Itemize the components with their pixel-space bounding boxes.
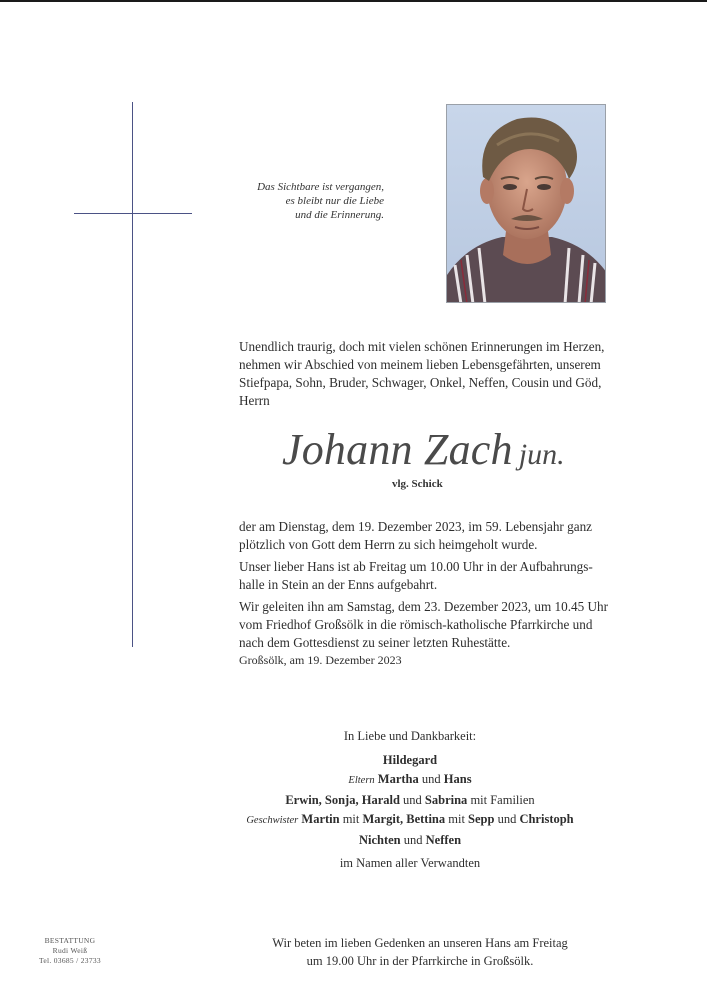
prayer-line: um 19.00 Uhr in der Pfarrkirche in Großsölk. xyxy=(306,954,534,968)
sibling-name: Martin xyxy=(301,812,340,826)
body-line: Unser lieber Hans ist ab Freitag um 10.00 Uhr in der Aufbahrungs- xyxy=(239,559,593,574)
mourner-partner xyxy=(230,751,590,771)
intro-text xyxy=(239,338,619,410)
mourner-parents xyxy=(230,770,590,791)
body-line: halle in Stein an der Enns aufgebahrt. xyxy=(239,577,438,592)
paragraph-burial xyxy=(239,598,619,652)
body-line: der am Dienstag, dem 19. Dezember 2023, im 59. Lebensjahr ganz xyxy=(239,519,593,534)
cross-vertical-bar xyxy=(132,102,133,647)
intro-line: Herrn xyxy=(239,393,270,408)
memorial-quote xyxy=(232,180,384,222)
conjunction: und xyxy=(497,812,517,826)
conjunction: und xyxy=(403,792,422,807)
conjunction: und xyxy=(403,832,423,847)
all-relatives: im Namen aller Verwandten xyxy=(339,856,481,870)
quote-line: und die Erinnerung. xyxy=(295,209,384,221)
partner-name: Hildegard xyxy=(382,752,438,767)
sibling-name: Sepp xyxy=(468,812,495,826)
funeral-home-title: BESTATTUNG xyxy=(44,936,96,945)
parent-name: Martha xyxy=(377,772,419,786)
prayer-notice xyxy=(240,934,600,970)
conjunction: mit xyxy=(448,812,465,826)
quote-line: Das Sichtbare ist vergangen, xyxy=(257,181,384,193)
nephews-label: Neffen xyxy=(425,832,462,847)
child-name: Sabrina xyxy=(424,792,468,807)
sibling-names: Margit, Bettina xyxy=(362,812,446,826)
children-names: Erwin, Sonja, Harald xyxy=(285,792,400,807)
conjunction: und xyxy=(421,772,441,786)
siblings-label: Geschwister xyxy=(246,815,299,826)
intro-line: Stiefpapa, Sohn, Bruder, Schwager, Onkel, Neffen, Cousin und Göd, xyxy=(239,375,602,390)
cross-horizontal-bar xyxy=(74,213,192,214)
paragraph-death xyxy=(239,518,619,554)
conjunction: mit xyxy=(342,812,360,826)
body-line: plötzlich von Gott dem Herrn zu sich heimgeholt wurde. xyxy=(239,537,538,552)
body-line: nach dem Gottesdienst zu seiner letzten Ruhestätte. xyxy=(239,635,511,650)
intro-line: Unendlich traurig, doch mit vielen schönen Erinnerungen im Herzen, xyxy=(239,339,605,354)
intro-line: nehmen wir Abschied von meinem lieben Lebensgefährten, unserem xyxy=(239,357,601,372)
portrait-photo-icon xyxy=(447,105,606,303)
quote-line: es bleibt nur die Liebe xyxy=(285,195,384,207)
children-suffix: mit Familien xyxy=(470,792,535,807)
portrait-photo xyxy=(446,104,606,303)
prayer-line: Wir beten im lieben Gedenken an unseren Hans am Freitag xyxy=(272,936,568,950)
place-and-date: Großsölk, am 19. Dezember 2023 xyxy=(239,653,402,667)
parents-label: Eltern xyxy=(348,775,375,786)
deceased-alias: vlg. Schick xyxy=(392,478,443,490)
nieces-label: Nichten xyxy=(358,832,401,847)
mourners-list xyxy=(230,727,590,874)
funeral-home-phone: Tel. 03685 / 23733 xyxy=(39,956,101,965)
body-line: Wir geleiten ihn am Samstag, dem 23. Dezember 2023, um 10.45 Uhr xyxy=(239,599,608,614)
mourner-children xyxy=(230,791,590,811)
mourners-intro: In Liebe und Dankbarkeit: xyxy=(343,729,477,743)
body-line: vom Friedhof Großsölk in die römisch-katholische Pfarrkirche und xyxy=(239,617,593,632)
mourner-nieces-nephews xyxy=(230,831,590,851)
deceased-full-name: Johann Zach xyxy=(282,425,513,474)
funeral-home-stamp xyxy=(20,936,120,966)
funeral-home-owner: Rudi Weiß xyxy=(52,946,88,955)
mourner-siblings xyxy=(230,810,590,831)
paragraph-viewing xyxy=(239,558,619,594)
death-notice-text xyxy=(239,518,619,656)
deceased-name xyxy=(282,424,602,474)
deceased-name-suffix: jun. xyxy=(518,438,565,471)
sibling-name: Christoph xyxy=(519,812,574,826)
parent-name: Hans xyxy=(443,772,472,786)
top-border-line xyxy=(0,0,707,2)
